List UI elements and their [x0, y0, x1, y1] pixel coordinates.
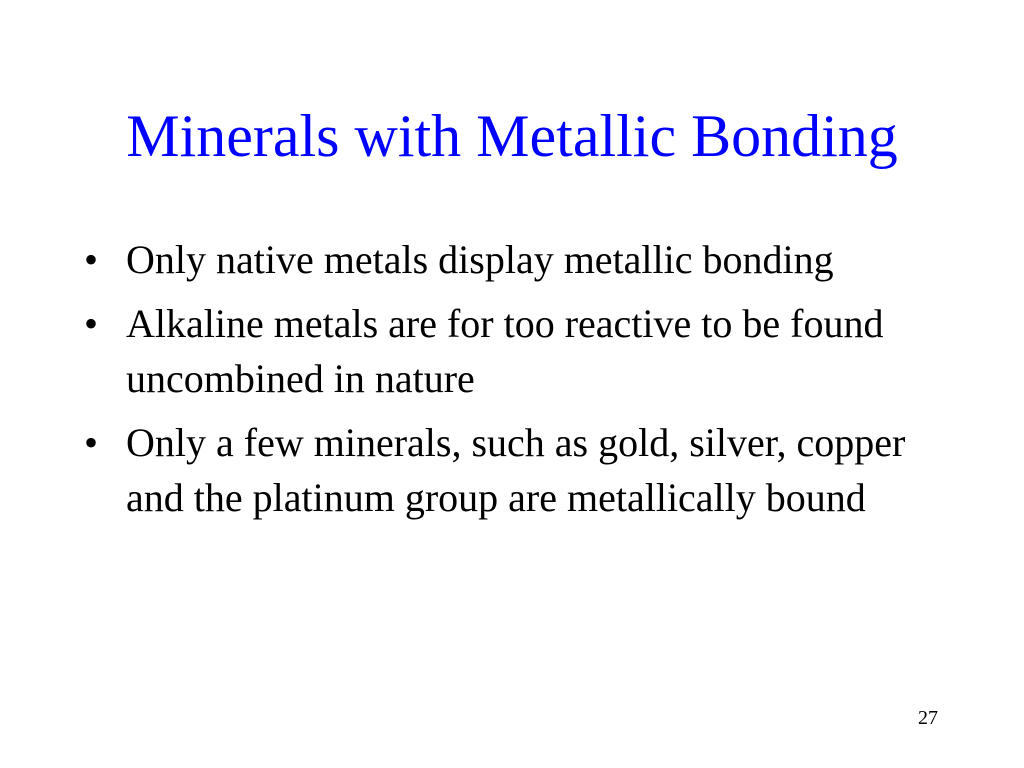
bullet-text: Only native metals display metallic bonding	[126, 237, 834, 282]
bullet-icon: •	[84, 420, 99, 465]
slide-title: Minerals with Metallic Bonding	[126, 103, 898, 169]
list-item	[84, 415, 964, 525]
bullet-icon: •	[84, 301, 99, 346]
bullet-text: Only a few minerals, such as gold, silver, copper and the platinum group are metallically bound	[126, 420, 906, 520]
bullet-icon: •	[84, 237, 99, 282]
bullet-text: Alkaline metals are for too reactive to be found uncombined in nature	[126, 301, 884, 401]
list-item	[84, 296, 964, 406]
bullet-list	[84, 232, 964, 534]
page-number: 27	[918, 707, 938, 729]
list-item	[84, 232, 964, 287]
